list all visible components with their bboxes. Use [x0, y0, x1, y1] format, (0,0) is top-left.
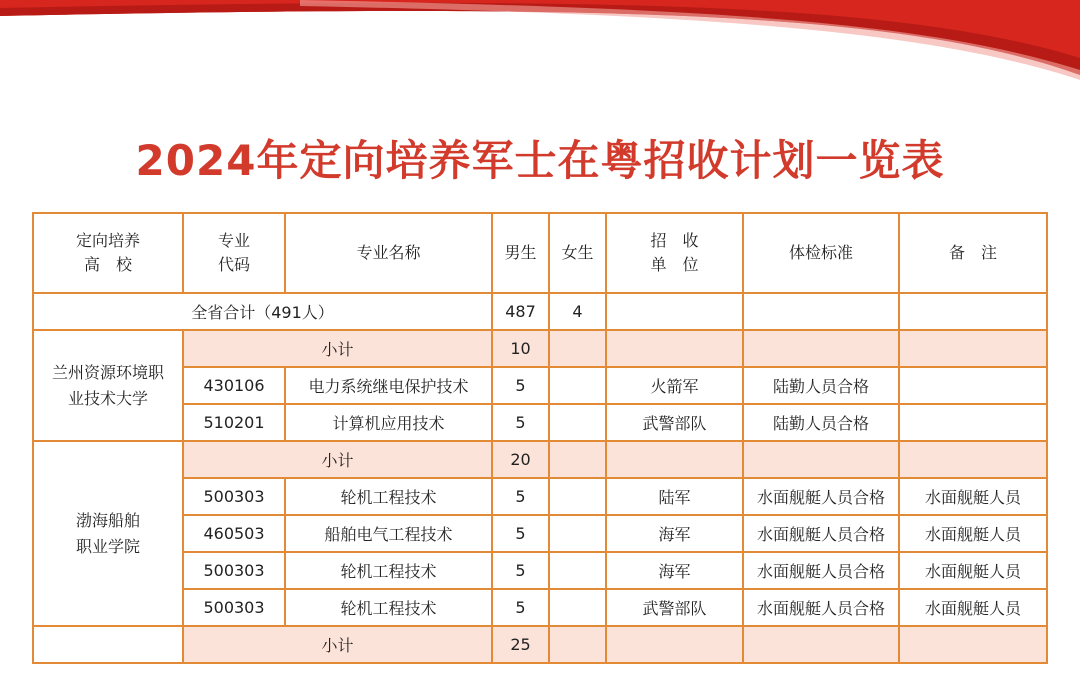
- cell-standard: 水面舰艇人员合格: [743, 515, 899, 552]
- school-name: [33, 626, 183, 663]
- cell-code: 500303: [183, 589, 285, 626]
- province-total-row: [33, 293, 1047, 330]
- cell-unit: 陆军: [606, 478, 743, 515]
- red-ribbon-banner: [0, 0, 1080, 90]
- cell-code: 500303: [183, 552, 285, 589]
- table-header-row: [33, 213, 1047, 293]
- school-name: 渤海船舶 职业学院: [33, 441, 183, 626]
- cell-male: 5: [492, 367, 549, 404]
- cell-remark: [899, 367, 1047, 404]
- cell-unit: 海军: [606, 552, 743, 589]
- cell-code: 510201: [183, 404, 285, 441]
- cell-male: 5: [492, 589, 549, 626]
- table-row: [33, 367, 1047, 404]
- cell-major: 轮机工程技术: [285, 552, 492, 589]
- page-title: 2024年定向培养军士在粤招收计划一览表: [135, 136, 945, 185]
- enrollment-table: [32, 212, 1048, 664]
- cell-standard: 水面舰艇人员合格: [743, 552, 899, 589]
- table-row: [33, 552, 1047, 589]
- subtotal-male: 20: [492, 441, 549, 478]
- school-name: 兰州资源环境职 业技术大学: [33, 330, 183, 441]
- subtotal-row: [33, 441, 1047, 478]
- cell-remark: 水面舰艇人员: [899, 589, 1047, 626]
- cell-male: 5: [492, 552, 549, 589]
- cell-standard: 陆勤人员合格: [743, 367, 899, 404]
- header-standard: 体检标准: [743, 213, 899, 293]
- subtotal-label: 小计: [183, 626, 492, 663]
- cell-female: [549, 515, 606, 552]
- subtotal-row: [33, 330, 1047, 367]
- cell-unit: 海军: [606, 515, 743, 552]
- cell-major: 轮机工程技术: [285, 478, 492, 515]
- cell-male: 5: [492, 515, 549, 552]
- header-code: 专业 代码: [183, 213, 285, 293]
- cell-standard: 水面舰艇人员合格: [743, 478, 899, 515]
- cell-unit: 火箭军: [606, 367, 743, 404]
- cell-standard: 水面舰艇人员合格: [743, 589, 899, 626]
- cell-female: [549, 589, 606, 626]
- cell-code: 500303: [183, 478, 285, 515]
- cell-female: [549, 404, 606, 441]
- subtotal-label: 小计: [183, 330, 492, 367]
- province-total-male: 487: [492, 293, 549, 330]
- cell-major: 电力系统继电保护技术: [285, 367, 492, 404]
- header-school: 定向培养 高 校: [33, 213, 183, 293]
- table-row: [33, 515, 1047, 552]
- cell-remark: 水面舰艇人员: [899, 478, 1047, 515]
- province-total-female: 4: [549, 293, 606, 330]
- cell-code: 430106: [183, 367, 285, 404]
- cell-remark: 水面舰艇人员: [899, 552, 1047, 589]
- cell-female: [549, 367, 606, 404]
- cell-code: 460503: [183, 515, 285, 552]
- subtotal-label: 小计: [183, 441, 492, 478]
- subtotal-male: 10: [492, 330, 549, 367]
- cell-unit: 武警部队: [606, 589, 743, 626]
- cell-major: 轮机工程技术: [285, 589, 492, 626]
- cell-standard: 陆勤人员合格: [743, 404, 899, 441]
- cell-female: [549, 552, 606, 589]
- table-row: [33, 404, 1047, 441]
- table-row: [33, 589, 1047, 626]
- cell-female: [549, 478, 606, 515]
- cell-remark: [899, 404, 1047, 441]
- subtotal-male: 25: [492, 626, 549, 663]
- cell-male: 5: [492, 478, 549, 515]
- cell-major: 计算机应用技术: [285, 404, 492, 441]
- header-male: 男生: [492, 213, 549, 293]
- province-total-label: 全省合计（491人）: [33, 293, 492, 330]
- header-remark: 备 注: [899, 213, 1047, 293]
- header-female: 女生: [549, 213, 606, 293]
- cell-remark: 水面舰艇人员: [899, 515, 1047, 552]
- subtotal-row: [33, 626, 1047, 663]
- header-unit: 招 收 单 位: [606, 213, 743, 293]
- cell-major: 船舶电气工程技术: [285, 515, 492, 552]
- cell-male: 5: [492, 404, 549, 441]
- header-major: 专业名称: [285, 213, 492, 293]
- cell-unit: 武警部队: [606, 404, 743, 441]
- table-row: [33, 478, 1047, 515]
